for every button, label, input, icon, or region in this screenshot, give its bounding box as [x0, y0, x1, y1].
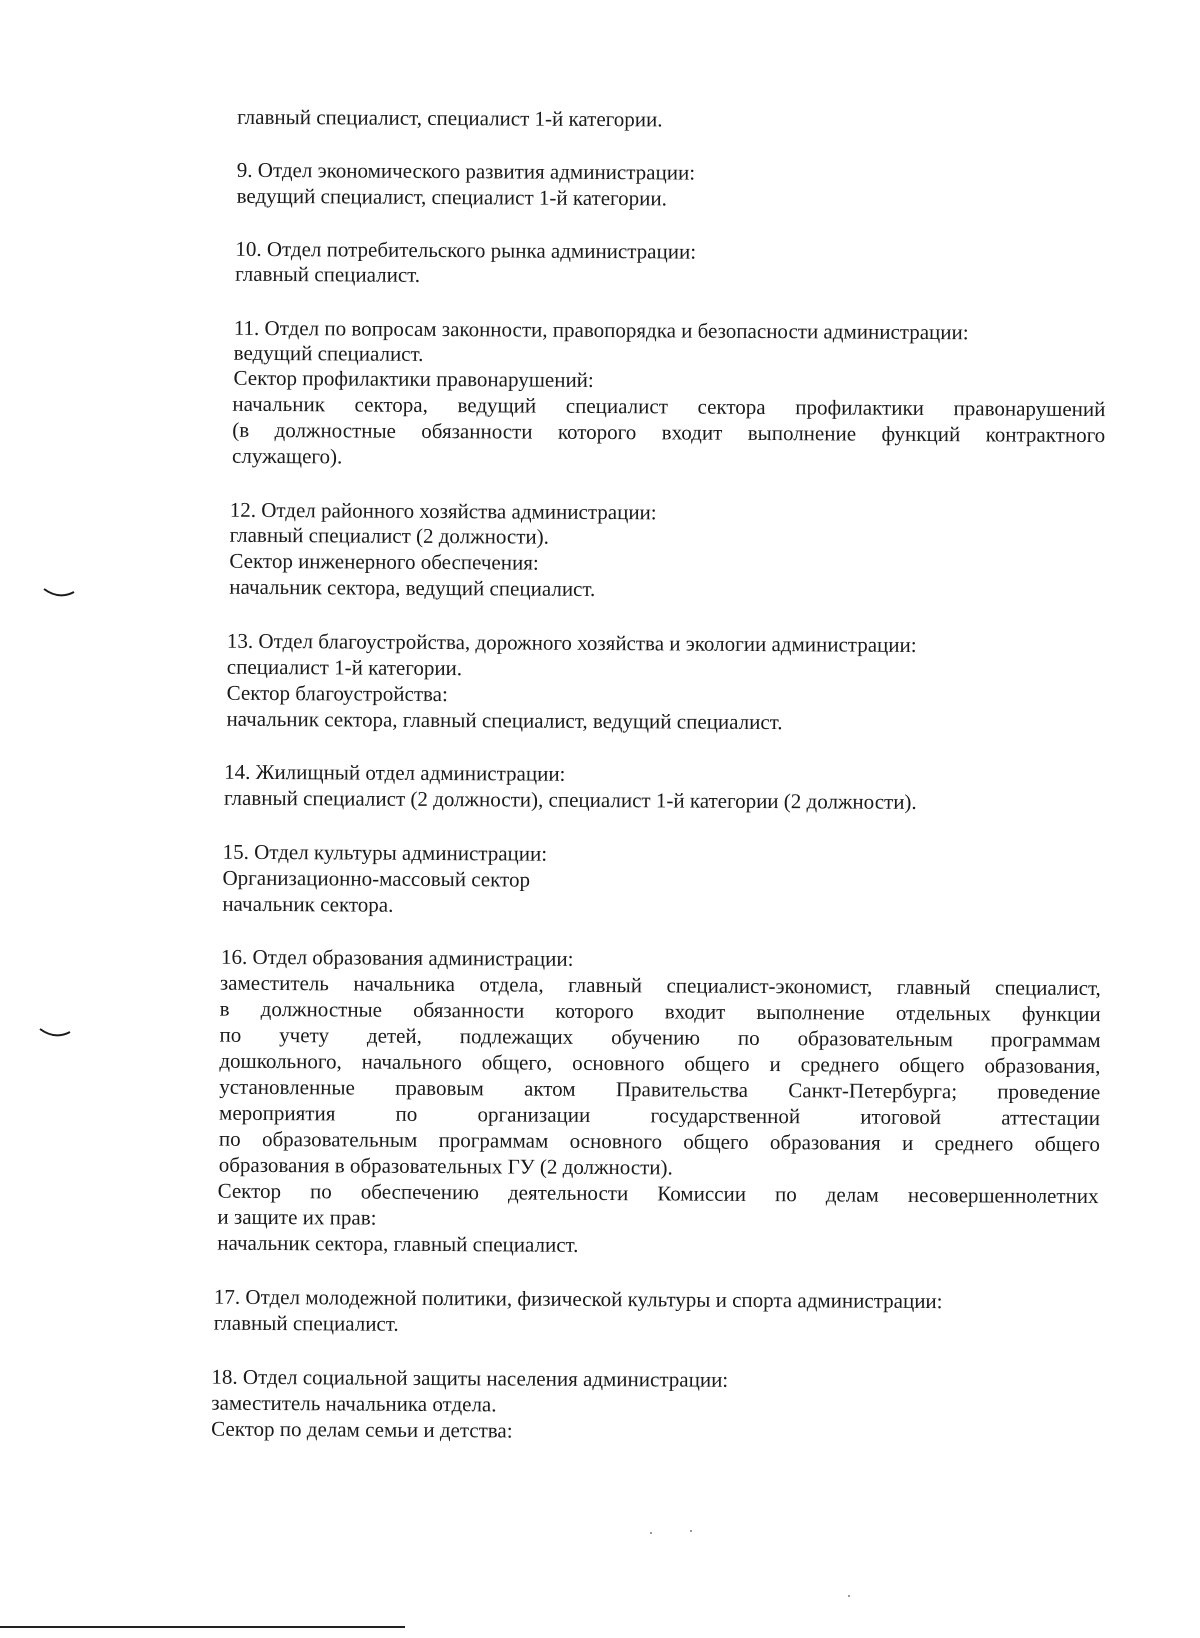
text-line: Сектор инженерного обеспечения: — [229, 548, 539, 575]
text-line: заместитель начальника отдела. — [211, 1390, 497, 1417]
section-18-heading: 18. Отдел социальной защиты населения администрации: — [211, 1364, 729, 1392]
text-line: заместитель начальника отдела, главный специалист-экономист, главный специалист, — [219, 970, 1101, 1001]
text-line: ведущий специалист, специалист 1-й категории. — [236, 183, 667, 211]
section-13-heading: 13. Отдел благоустройства, дорожного хозяйства и экологии администрации: — [226, 628, 917, 657]
text-line: главный специалист. — [213, 1310, 399, 1336]
text-line: главный специалист, специалист 1-й категории. — [237, 104, 663, 132]
text-line: главный специалист. — [235, 261, 421, 287]
text-line: начальник сектора, ведущий специалист. — [229, 574, 596, 601]
text-line: начальник сектора, главный специалист. — [217, 1230, 579, 1257]
section-14-heading: 14. Жилищный отдел администрации: — [224, 759, 566, 786]
text-line: Сектор благоустройства: — [226, 680, 448, 707]
text-line: ведущий специалист. — [233, 340, 424, 366]
section-17-heading: 17. Отдел молодежной политики, физической культуры и спорта администрации: — [213, 1284, 943, 1314]
text-line: Сектор по делам семьи и детства: — [211, 1416, 513, 1443]
section-9-heading: 9. Отдел экономического развития администрации: — [236, 157, 696, 185]
text-line: в должностные обязанности которого входит выполнение отдельных функции — [219, 996, 1101, 1027]
binder-hole-mark — [38, 1026, 72, 1040]
text-line: Сектор профилактики правонарушений: — [233, 365, 594, 392]
text-line: мероприятия по организации государственной итоговой аттестации — [219, 1100, 1101, 1131]
text-line: Сектор по обеспечению деятельности Комиссии по делам несовершеннолетних — [217, 1178, 1099, 1209]
scan-speck — [848, 1595, 850, 1597]
text-line: начальник сектора, главный специалист, ведущий специалист. — [226, 706, 783, 735]
text-line: специалист 1-й категории. — [226, 654, 463, 681]
text-line: дошкольного, начального общего, основного общего и среднего общего образования, — [219, 1048, 1101, 1079]
scan-speck — [690, 1530, 692, 1532]
text-line: установленные правовым актом Правительства Санкт-Петербурга; проведение — [219, 1074, 1101, 1105]
text-line: и защите их прав: — [217, 1204, 377, 1230]
section-10-heading: 10. Отдел потребительского рынка администрации: — [235, 236, 697, 264]
text-line: главный специалист (2 должности). — [229, 522, 549, 549]
section-16-heading: 16. Отдел образования администрации: — [220, 944, 574, 971]
section-15-heading: 15. Отдел культуры администрации: — [222, 839, 548, 866]
text-line: начальник сектора. — [222, 891, 394, 917]
text-line: образования в образовательных ГУ (2 должности). — [218, 1152, 673, 1180]
text-line: по учету детей, подлежащих обучению по образовательным программам — [219, 1022, 1101, 1053]
section-12-heading: 12. Отдел районного хозяйства администрации: — [229, 497, 657, 525]
text-line: главный специалист (2 должности), специалист 1-й категории (2 должности). — [223, 785, 917, 814]
text-line: начальник сектора, ведущий специалист сектора профилактики правонарушений — [232, 391, 1106, 422]
text-line: (в должностные обязанности которого входит выполнение функций контрактного — [232, 417, 1106, 448]
scan-speck — [650, 1532, 652, 1534]
text-line: по образовательным программам основного общего образования и среднего общего — [218, 1126, 1100, 1157]
text-line: служащего). — [232, 443, 343, 469]
binder-hole-mark — [42, 586, 76, 600]
section-11-heading: 11. Отдел по вопросам законности, правопорядка и безопасности администрации: — [233, 315, 969, 345]
text-line: Организационно-массовый сектор — [222, 865, 531, 892]
scan-edge-line — [0, 1626, 405, 1628]
